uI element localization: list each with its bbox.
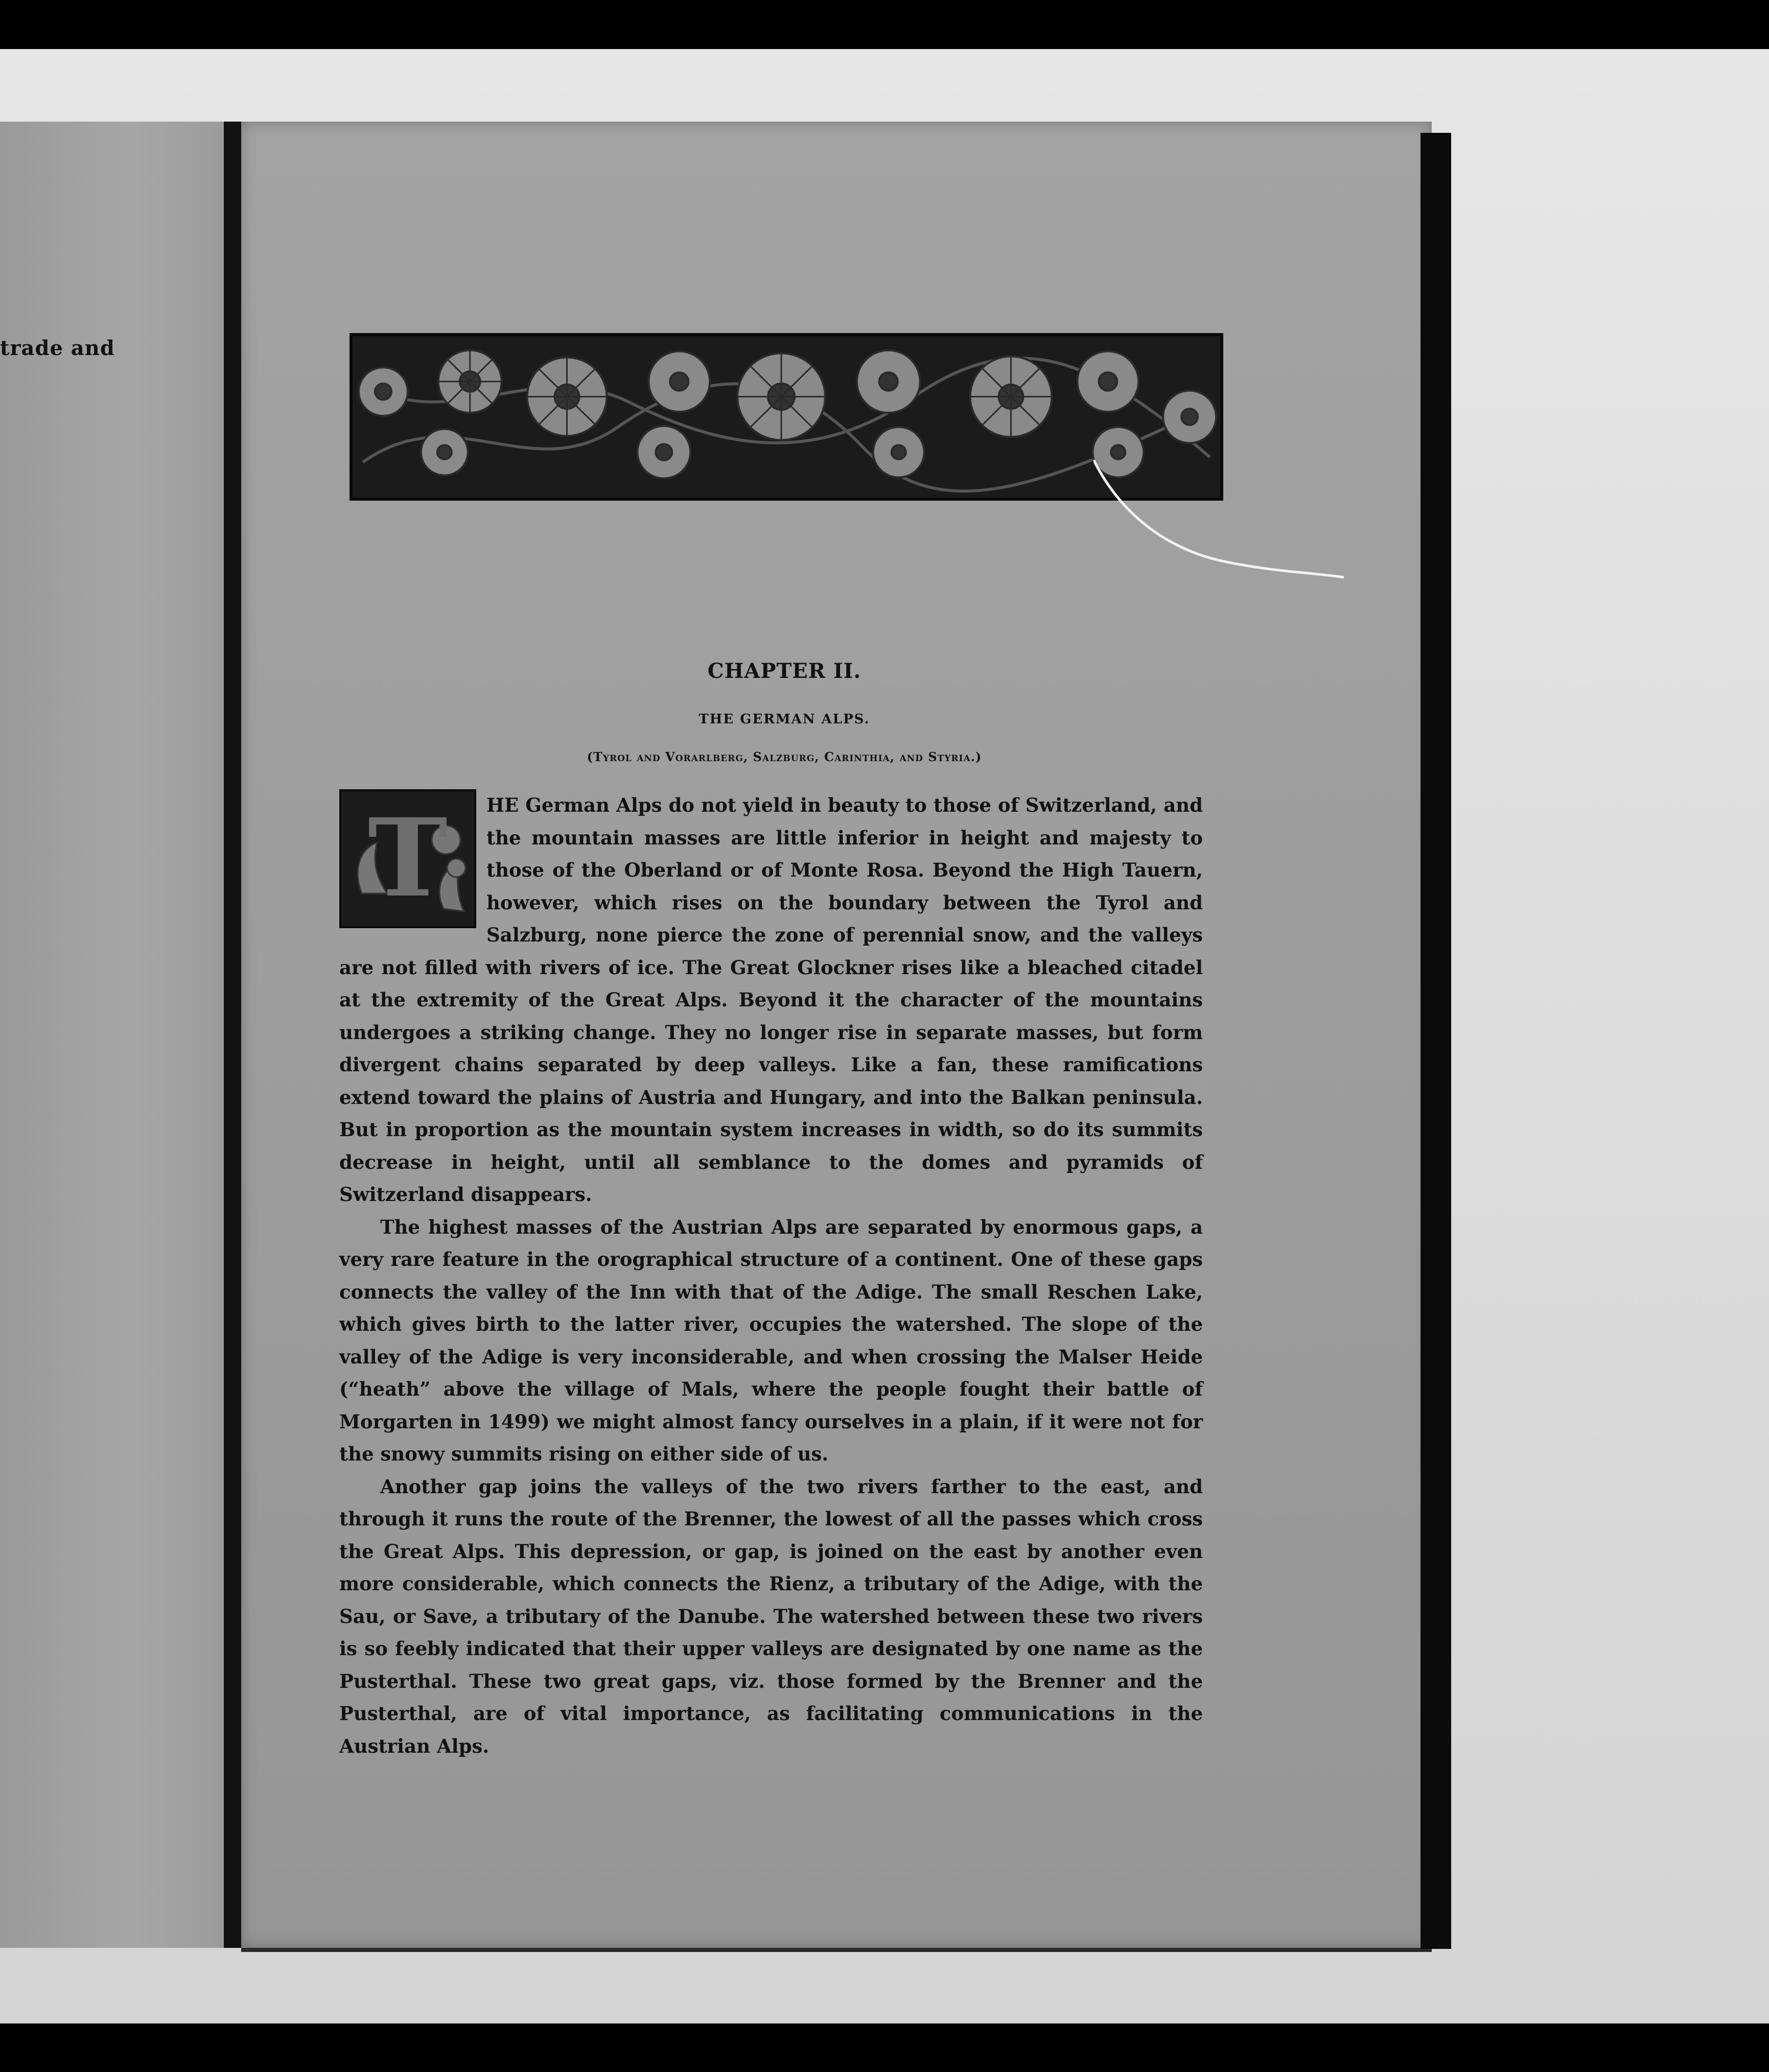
illuminated-initial-icon — [339, 789, 476, 928]
chapter-title: CHAPTER II. — [707, 659, 862, 683]
paragraph-1: HE German Alps do not yield in beauty to those of Switzerland, and the mountain masses are little inferior in height and majesty to those of the Oberland or of Monte Rosa. Beyond the High Tauern, however, which rises on the boundary between the Tyrol and Salzburg, none pierce the zone of perennial snow, and the valleys are not filled with rivers of ice. The Great Glockner rises like a bleached citadel at the extremity of the Great Alps. Beyond it the character of the mountains undergoes a striking change. They no longer rise in separate masses, but form divergent chains separated by deep valleys. Like a fan, these ramifications extend toward the plains of Austria and Hungary, and into the Balkan peninsula. But in proportion as the mountain system increases in width, so do its summits decrease in height, until all semblance to the domes and pyramids of Switzerland disappears. — [339, 794, 1203, 1206]
stray-scratch-mark — [1093, 460, 1349, 593]
paragraph-3: Another gap joins the valleys of the two rivers farther to the east, and through it runs the route of the Brenner, the lowest of all the passes which cross the Great Alps. This depression, or gap, is joined on the east by another even more considerable, which connects the Rienz, a tributary of the Adige, with the Sau, or Save, a tributary of the Danube. The watershed between these two rivers is so feebly indicated that their upper valleys are designated by one name as the Pusterthal. These two great gaps, viz. those formed by the Brenner and the Pusterthal, are of vital importance, as facilitating communications in the Austrian Alps. — [339, 1475, 1203, 1757]
left-page — [0, 122, 228, 1948]
chapter-subtitle: THE GERMAN ALPS. — [699, 712, 870, 727]
left-page-fragment: trade and — [0, 336, 115, 360]
chapter-body — [339, 789, 1203, 1762]
chapter-regions: (Tyrol and Vorarlberg, Salzburg, Carinthia, and Styria.) — [587, 749, 982, 764]
book-edge-shadow — [1421, 133, 1451, 1949]
floral-ornament-icon — [350, 333, 1223, 501]
paragraph-2: The highest masses of the Austrian Alps are separated by enormous gaps, a very rare feature in the orographical structure of a continent. One of these gaps connects the valley of the Inn with that of the Adige. The small Reschen Lake, which gives birth to the latter river, occupies the watershed. The slope of the valley of the Adige is very inconsiderable, and when crossing the Malser Heide (“heath” above the village of Mals, where the people fought their battle of Morgarten in 1499) we might almost fancy ourselves in a plain, if it were not for the snowy summits rising on either side of us. — [339, 1215, 1203, 1465]
dropcap-letter: T — [367, 795, 448, 921]
book-gutter — [224, 122, 241, 1948]
